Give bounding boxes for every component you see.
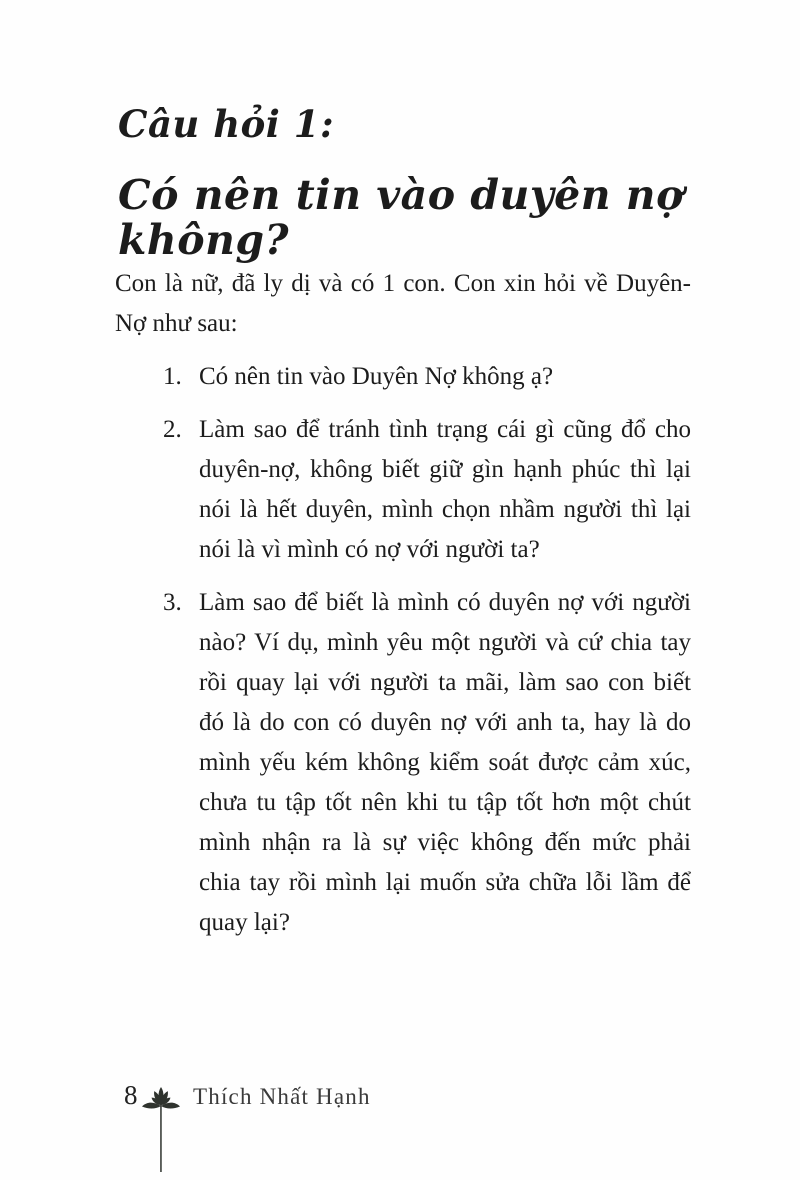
list-item-text: Làm sao để tránh tình trạng cái gì cũng đổ cho duyên-nợ, không biết giữ gìn hạnh phúc thì lại nói là hết duyên, mình chọn nhầm người thì lại nói là vì mình có nợ với người ta?: [199, 416, 691, 563]
question-list: [115, 357, 691, 943]
body-text: [115, 264, 691, 943]
list-item-number: 1.: [163, 363, 182, 390]
list-item-text: Làm sao để biết là mình có duyên nợ với người nào? Ví dụ, mình yêu một người và cứ chia tay rồi quay lại với người ta mãi, làm sao con biết đó là do con có duyên nợ với anh ta, hay là do mình yếu kém không kiểm soát được cảm xúc, chưa tu tập tốt nên khi tu tập tốt hơn một chút mình nhận ra là sự việc không đến mức phải chia tay rồi mình lại muốn sửa chữa lỗi lầm để quay lại?: [199, 589, 691, 936]
list-item-text: Có nên tin vào Duyên Nợ không ạ?: [199, 363, 554, 390]
lotus-icon: [141, 1081, 181, 1180]
page-title: Có nên tin vào duyên nợ không?: [118, 170, 684, 264]
list-item: [115, 357, 691, 397]
running-header-author: Thích Nhất Hạnh: [193, 1084, 371, 1109]
list-item: [115, 583, 691, 943]
list-item: [115, 410, 691, 570]
page-number: 8: [124, 1080, 138, 1110]
page-footer: [0, 1078, 800, 1180]
question-number-label: Câu hỏi 1:: [118, 102, 335, 146]
intro-paragraph: Con là nữ, đã ly dị và có 1 con. Con xin hỏi về Duyên-Nợ như sau:: [115, 270, 691, 337]
list-item-number: 2.: [163, 416, 182, 443]
list-item-number: 3.: [163, 589, 182, 616]
question-heading: [118, 104, 800, 263]
